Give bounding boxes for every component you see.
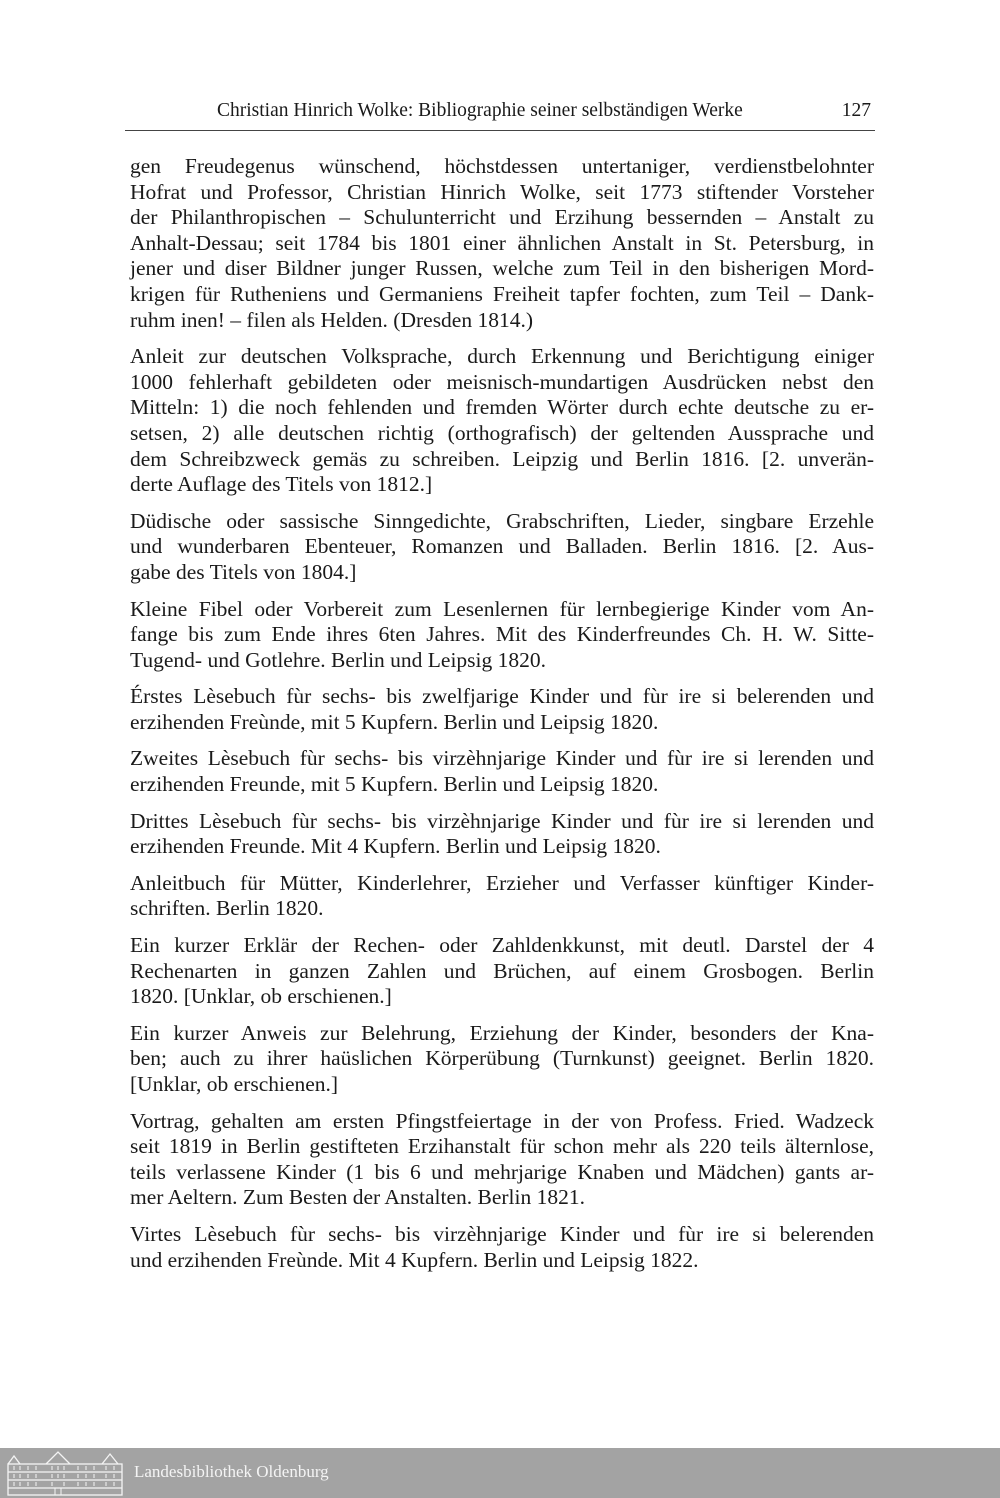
page-number: 127 (841, 100, 871, 121)
text-line: derte Auflage des Titels von 1812.] (130, 472, 433, 497)
bibliography-entry (130, 684, 874, 735)
text-line: Anleitbuch für Mütter, Kinderlehrer, Erzieher und Verfasser künftiger Kinder- (130, 870, 874, 895)
text-line: fange bis zum Ende ihres 6ten Jahres. Mit des Kinderfreundes Ch. H. W. Sitte- (130, 622, 874, 647)
text-line: und wunderbaren Ebenteuer, Romanzen und Balladen. Berlin 1816. [2. Aus- (130, 534, 874, 559)
text-line: gen Freudegenus wünschend, höchstdessen untertaniger, verdienstbelohnter (130, 154, 874, 178)
bibliography-entry (130, 1021, 874, 1098)
text-line: teils verlassene Kinder (1 bis 6 und mehrjarige Knaben und Mädchen) gants ar- (130, 1159, 874, 1184)
text-line: der Philanthropischen – Schulunterricht und Erzihung bessernden – Anstalt zu (130, 205, 874, 230)
text-line: ruhm inen! – filen als Helden. (Dresden 1814.) (130, 307, 534, 332)
text-line: jener und diser Bildner junger Russen, welche zum Teil in den bisherigen Mord- (130, 256, 874, 281)
text-line: schriften. Berlin 1820. (130, 896, 324, 921)
bibliography-entry (130, 871, 874, 922)
text-line: erzihenden Freunde. Mit 4 Kupfern. Berlin und Leipsig 1820. (130, 834, 661, 859)
text-line: Kleine Fibel oder Vorbereit zum Lesenlernen für lernbegierige Kinder vom An- (130, 596, 874, 621)
text-line: Ein kurzer Anweis zur Belehrung, Erziehung der Kinder, besonders der Kna- (130, 1020, 874, 1045)
running-title: Christian Hinrich Wolke: Bibliographie seiner selbständigen Werke (217, 100, 743, 121)
bibliography-entry (130, 1109, 874, 1211)
text-line: 1820. [Unklar, ob erschienen.] (130, 984, 392, 1009)
text-line: 1000 fehlerhaft gebildeten oder meisnisch-mundartigen Ausdrücken nebst den (130, 369, 874, 394)
bibliography-entry (130, 597, 874, 674)
text-line: erzihenden Freunde, mit 5 Kupfern. Berlin und Leipsig 1820. (130, 772, 659, 797)
text-line: Hofrat und Professor, Christian Hinrich Wolke, seit 1773 stiftender Vorsteher (130, 179, 874, 204)
text-line: erzihenden Freùnde, mit 5 Kupfern. Berlin und Leipsig 1820. (130, 709, 659, 734)
text-line: Anhalt-Dessau; seit 1784 bis 1801 einer ähnlichen Anstalt in St. Petersburg, in (130, 230, 874, 255)
text-line: dem Schreibzweck gemäs zu schreiben. Leipzig und Berlin 1816. [2. unverän- (130, 446, 874, 471)
text-line: und erzihenden Freùnde. Mit 4 Kupfern. Berlin und Leipsig 1822. (130, 1247, 699, 1272)
text-line: Érstes Lèsebuch fùr sechs- bis zwelfjarige Kinder und fùr ire si belerenden und (130, 684, 874, 709)
text-line: [Unklar, ob erschienen.] (130, 1072, 339, 1096)
bibliography-entry (130, 344, 874, 498)
text-line: seit 1819 in Berlin gestifteten Erzihanstalt für schon mehr als 220 teils älternlose, (130, 1134, 874, 1159)
footer-bar (0, 1448, 1000, 1498)
bibliography-entries (130, 154, 874, 1284)
running-header (125, 98, 875, 131)
text-line: gabe des Titels von 1804.] (130, 559, 357, 584)
text-line: setsen, 2) alle deutschen richtig (orthografisch) der geltenden Aussprache und (130, 420, 874, 445)
text-line: mer Aeltern. Zum Besten der Anstalten. Berlin 1821. (130, 1185, 585, 1210)
bibliography-entry (130, 154, 874, 333)
text-line: Mitteln: 1) die noch fehlenden und fremden Wörter durch echte deutsche zu er- (130, 395, 874, 420)
text-line: krigen für Rutheniens und Germaniens Freiheit tapfer fochten, zum Teil – Dank- (130, 281, 874, 306)
bibliography-entry (130, 509, 874, 586)
bibliography-entry (130, 746, 874, 797)
bibliography-entry (130, 809, 874, 860)
text-line: Rechenarten in ganzen Zahlen und Brüchen, auf einem Grosbogen. Berlin (130, 958, 874, 983)
library-building-icon (6, 1450, 124, 1496)
text-line: Ein kurzer Erklär der Rechen- oder Zahldenkkunst, mit deutl. Darstel der 4 (130, 933, 874, 958)
text-line: Anleit zur deutschen Volksprache, durch Erkennung und Berichtigung einiger (130, 344, 874, 369)
text-line: Düdische oder sassische Sinngedichte, Grabschriften, Lieder, singbare Erzehle (130, 508, 874, 533)
text-line: Zweites Lèsebuch fùr sechs- bis virzèhnjarige Kinder und fùr ire si lerenden und (130, 746, 874, 771)
text-line: Tugend- und Gotlehre. Berlin und Leipsig 1820. (130, 647, 547, 672)
bibliography-entry (130, 933, 874, 1010)
text-line: Drittes Lèsebuch fùr sechs- bis virzèhnjarige Kinder und fùr ire si lerenden und (130, 808, 874, 833)
text-line: ben; auch zu ihrer haüslichen Körperübung (Turnkunst) geeignet. Berlin 1820. (130, 1046, 874, 1071)
text-line: Vortrag, gehalten am ersten Pfingstfeiertage in der von Profess. Fried. Wadzeck (130, 1108, 874, 1133)
library-name: Landesbibliothek Oldenburg (134, 1462, 329, 1481)
text-line: Virtes Lèsebuch fùr sechs- bis virzèhnjarige Kinder und fùr ire si belerenden (130, 1221, 874, 1246)
bibliography-entry (130, 1222, 874, 1273)
